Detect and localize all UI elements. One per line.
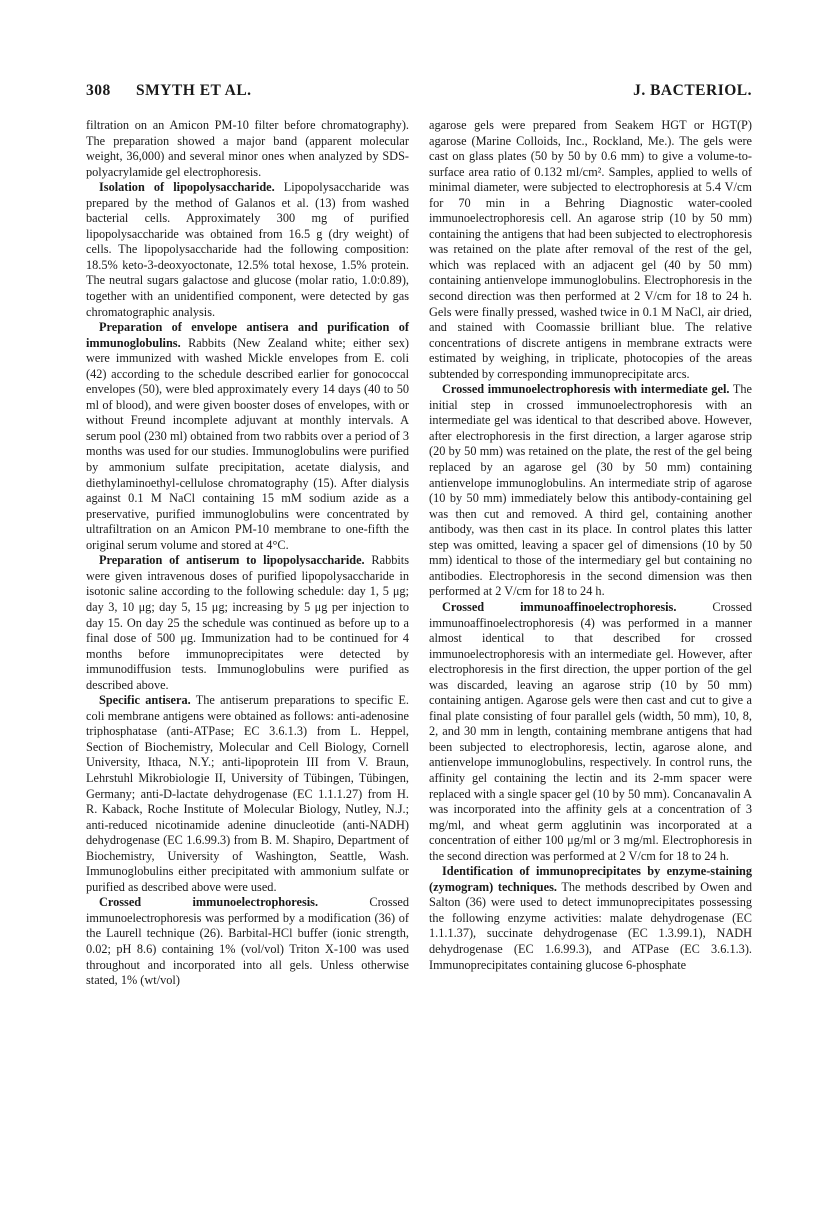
running-authors: SMYTH ET AL.	[136, 82, 252, 99]
paragraph-body: The antiserum preparations to specific E. coli membrane antigens were obtained as follows: anti-adenosine triphosphatase (anti-ATPase; EC 3.6.1.3) from L. Heppel, Section of Biochemistry, Molecular and Cell Biology, Cornell University, Ithaca, N.Y.; anti-lipoprotein III from V. Braun, Lehrstuhl Mikrobiologie II, University of Tübingen, Tübingen, Germany; anti-D-lactate dehydrogenase (EC 1.1.1.27) from H. R. Kaback, Roche Institute of Molecular Biology, Nutley, N.J.; anti-reduced nicotinamide adenine dinucleotide (anti-NADH) dehydrogenase (EC 1.6.99.3) from B. M. Shapiro, Department of Biochemistry, University of Washington, Seattle, Wash. Immunoglobulins either precipitated with ammonium sulfate or purified as described above were used.	[86, 693, 409, 894]
running-header	[86, 82, 752, 106]
paragraph: agarose gels were prepared from Seakem HGT or HGT(P) agarose (Marine Colloids, Inc., Rockland, Me.). The gels were cast on glass plates (50 by 50 by 0.6 mm) to give a volume-to-surface area ratio of 0.132 ml/cm². Samples, applied to wells of minimal diameter, were subjected to electrophoresis at 5.4 V/cm for 70 min in a Behring Diagnostic water-cooled immunoelectrophoresis cell. An agarose strip (10 by 50 mm) containing the antigens that had been subjected to electrophoresis was retained on the plate after removal of the rest of the gel, which was replaced with an adjacent gel (40 by 50 mm) containing antienvelope immunoglobulins. Electrophoresis in the second direction was then performed at 2 V/cm for 18 to 24 h. Gels were finally pressed, washed twice in 0.1 M NaCl, air dried, and stained with Coomassie brilliant blue. The relative concentrations of discrete antigens in membrane extracts were estimated by weighing, in triplicate, photocopies of the areas subtended by corresponding immunoprecipitate arcs.	[429, 118, 752, 381]
section-heading: Isolation of lipopolysaccharide.	[99, 180, 275, 195]
right-column	[429, 118, 752, 973]
paragraph	[429, 864, 752, 973]
section-heading: Crossed immunoelectrophoresis with intermediate gel.	[442, 382, 730, 397]
paragraph	[86, 693, 409, 895]
section-heading: Crossed immunoaffinoelectrophoresis.	[442, 599, 677, 614]
paragraph	[86, 180, 409, 320]
paragraph-body: Crossed immunoaffinoelectrophoresis (4) was performed in a manner almost identical to that described for crossed immunoelectrophoresis with an intermediate gel. However, after electrophoresis in the first direction, the upper portion of the gel was discarded, leaving an agarose strip (10 by 50 mm) containing antigen. Agarose gels were then cast and cut to give a final plate consisting of four parallel gels (width, 50 mm), 10, 8, 2, and 30 mm in length, containing membrane antigens that had been subjected to electrophoresis, lectin, agarose alone, and antienvelope immunoglobulins, respectively. In control runs, the affinity gel containing the lectin and its 2-mm spacer were replaced with a single spacer gel (10 by 50 mm). Concanavalin A was incorporated into the affinity gels at a concentration of 3 mg/ml, and wheat germ agglutinin was incorporated at a concentration of either 100 μg/ml or 3 mg/ml. Electrophoresis in the second direction was performed at 2 V/cm for 18 to 24 h.	[429, 599, 753, 863]
paragraph-body: Rabbits (New Zealand white; either sex) were immunized with washed Mickle envelopes from E. coli (42) according to the schedule described earlier for gonococcal envelopes (50), were bled approximately every 14 days (40 to 50 ml of blood), and were given booster doses of envelopes, with or without Freund incomplete adjuvant at monthly intervals. A serum pool (230 ml) obtained from two rabbits over a period of 3 months was used for our studies. Immunoglobulins were purified by ammonium sulfate precipitation, acetate dialysis, and diethylaminoethyl-cellulose chromatography (15). After dialysis against 0.1 M NaCl containing 15 mM sodium azide as a preservative, purified immunoglobulins were concentrated by ultrafiltration on an Amicon PM-10 membrane to one-fifth the original serum volume and stored at 4°C.	[86, 335, 409, 552]
page-number: 308	[86, 82, 111, 99]
left-column	[86, 118, 409, 989]
paragraph-body: Crossed immunoelectrophoresis was performed by a modification (36) of the Laurell technique (26). Barbital-HCl buffer (ionic strength, 0.02; pH 8.6) containing 1% (vol/vol) Triton X-100 was used throughout and incorporated into all gels. Unless otherwise stated, 1% (wt/vol)	[86, 895, 409, 988]
paragraph	[429, 382, 752, 600]
section-heading: Preparation of antiserum to lipopolysaccharide.	[99, 553, 365, 568]
paragraph-body: The methods described by Owen and Salton (36) were used to detect immunoprecipitates possessing the following enzyme activities: malate dehydrogenase (EC 1.1.1.37), succinate dehydrogenase (EC 1.3.99.1), NADH dehydrogenase (EC 1.6.99.3), and ATPase (EC 3.6.1.3). Immunoprecipitates containing glucose 6-phosphate	[429, 879, 752, 972]
paragraph	[429, 600, 752, 864]
paragraph-body: The initial step in crossed immunoelectrophoresis with an intermediate gel was identical to that described above. However, after electrophoresis in the first direction, a larger agarose strip (20 by 50 mm) was retained on the plate, the rest of the gel being replaced by an agarose gel (30 by 50 mm) containing antienvelope immunoglobulins. An intermediate strip of agarose (10 by 50 mm) immediately below this antibody-containing gel was then cut and removed. A third gel, containing another antibody, was then cast in its place. In control plates this latter step was omitted, leaving a spacer gel of dimensions (10 by 50 mm) identical to those of the intermediary gel but containing no antibodies. Electrophoresis in the second dimension was then performed at 2 V/cm for 18 to 24 h.	[429, 382, 752, 599]
section-heading: Identification of immunoprecipitates by enzyme-staining (zymogram) techniques.	[429, 864, 752, 894]
paragraph: filtration on an Amicon PM-10 filter before chromatography). The preparation showed a major band (apparent molecular weight, 36,000) and several minor ones when analyzed by SDS-polyacrylamide gel electrophoresis.	[86, 118, 409, 179]
paragraph	[86, 320, 409, 553]
paragraph-body: Rabbits were given intravenous doses of purified lipopolysaccharide in isotonic saline according to the following schedule: day 1, 5 μg; day 3, 10 μg; day 5, 15 μg; increasing by 5 μg per injection to day 15. On day 25 the schedule was continued as before up to a final dose of 500 μg. Immunization had to be continued for 4 months before immunoprecipitates were detected by immunodiffusion tests. Immunoglobulins were purified as described above.	[86, 553, 409, 692]
section-heading: Specific antisera.	[99, 693, 191, 708]
paragraph	[86, 895, 409, 988]
section-heading: Preparation of envelope antisera and purification of immunoglobulins.	[86, 320, 409, 350]
paragraph-body: Lipopolysaccharide was prepared by the method of Galanos et al. (13) from washed bacterial cells. Approximately 300 mg of purified lipopolysaccharide was obtained from 16.5 g (dry weight) of cells. The lipopolysaccharide had the following composition: 18.5% keto-3-deoxyoctonate, 12.5% total hexose, 1.5% protein. The neutral sugars galactose and glucose (molar ratio, 1.0:0.89), together with an unidentified component, were detected by gas chromatographic analysis.	[86, 180, 409, 319]
journal-name: J. BACTERIOL.	[633, 82, 752, 99]
paragraph	[86, 553, 409, 693]
section-heading: Crossed immunoelectrophoresis.	[99, 895, 319, 910]
